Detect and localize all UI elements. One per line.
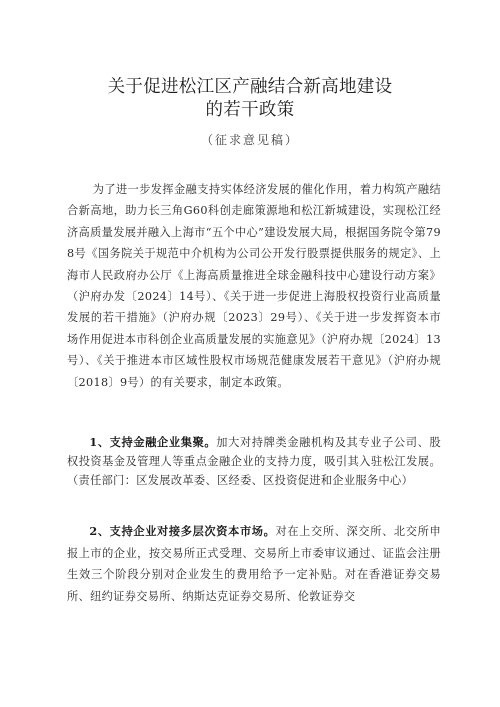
policy-item-1-text: 加大对持牌类金融机构及其专业子公司、股权投资基金及管理人等重点金融企业的支持力度，吸引其入驻松江发展。（责任部门：区发展改革委、区经委、区投资促进和企业服务中心） [67, 436, 442, 487]
policy-item-1-heading: 1、支持金融企业集聚。 [89, 435, 217, 449]
policy-item-2 [67, 521, 441, 608]
intro-paragraph: 为了进一步发挥金融支持实体经济发展的催化作用，着力构筑产融结合新高地，助力长三角G60科创走廊策源地和松江新城建设，实现松江经济高质量发展并融入上海市“五个中心”建设发展大局，根据国务院令第798号《国务院关于规范中介机构为公司公开发行股票提供服务的规定》、上海市人民政府办公厅《上海高质量推进全球金融科技中心建设行动方案》（沪府办发〔2024〕14号）、《关于进一步促进上海股权投资行业高质量发展的若干措施》（沪府办规〔2023〕29号）、《关于进一步发挥资本市场作用促进本市科创企业高质量发展的实施意见》（沪府办规〔2024〕13号）、《关于推进本市区域性股权市场规范健康发展若干意见》（沪府办规〔2018〕9号）的有关要求，制定本政策。 [67, 183, 441, 389]
document-title-line2: 的若干政策 [205, 100, 295, 120]
policy-item-2-text: 对在上交所、深交所、北交所申报上市的企业，按交易所正式受理、交易所上市委审议通过、证监会注册生效三个阶段分别对企业发生的费用给予一定补贴。对在香港证券交易所、纽约证券交易所、纳斯达克证券交易所、伦敦证券交 [67, 525, 442, 604]
document-subtitle: （征求意见稿） [200, 133, 299, 147]
policy-item-2-heading: 2、支持企业对接多层次资本市场。 [89, 524, 276, 538]
policy-item-1 [67, 433, 441, 490]
document-title-line1: 关于促进松江区产融结合新高地建设 [107, 77, 393, 97]
